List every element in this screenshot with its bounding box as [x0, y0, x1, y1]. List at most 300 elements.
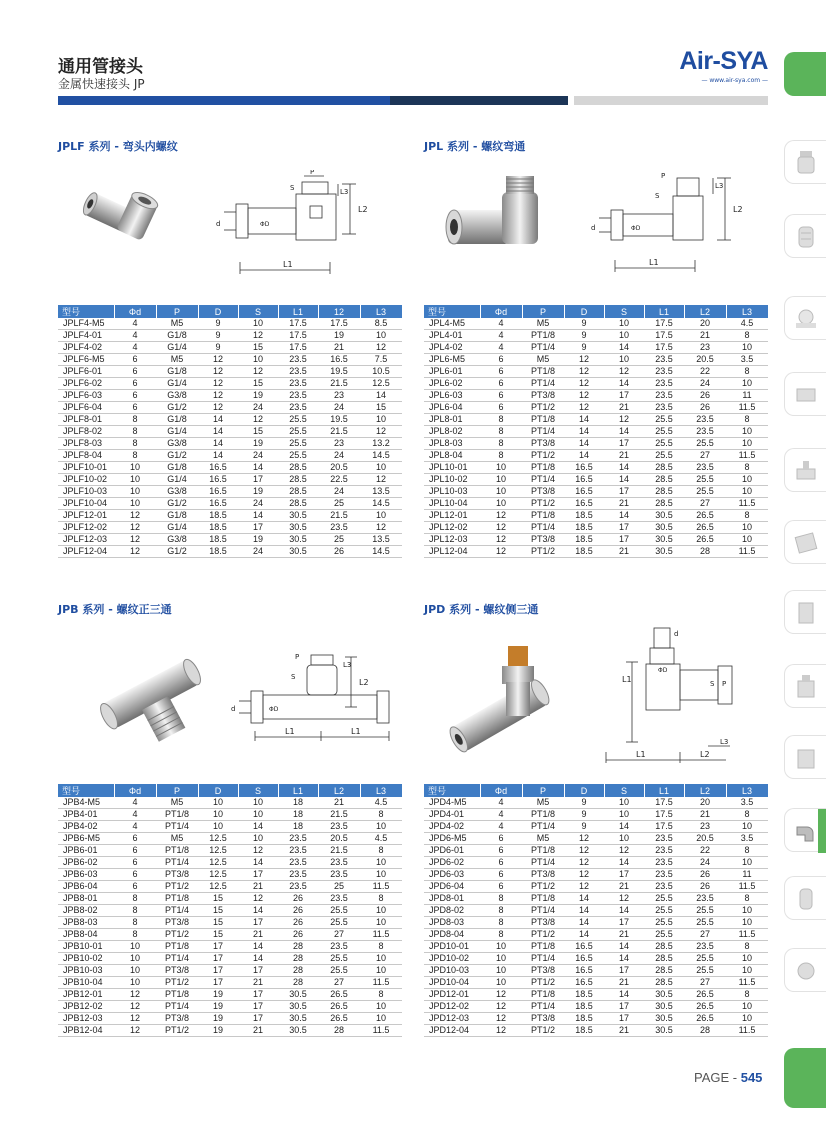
dim-s: S	[291, 673, 296, 681]
table-cell: 14	[238, 821, 278, 833]
dim-l1-b: L1	[351, 727, 361, 736]
dim-D: ΦD	[658, 667, 668, 674]
table-cell: 17	[198, 953, 238, 965]
table-cell: 17	[604, 965, 644, 977]
table-cell: 10	[114, 941, 156, 953]
table-cell: 12	[480, 534, 522, 546]
table-cell: 17.5	[278, 342, 318, 354]
table-cell: JPL6-01	[424, 366, 480, 378]
table-cell: 10	[360, 869, 402, 881]
table-cell: 12.5	[198, 833, 238, 845]
table-cell: 12	[564, 845, 604, 857]
table-cell: 6	[114, 354, 156, 366]
side-tab-gauge[interactable]	[784, 296, 826, 340]
table-header-cell: 型号	[424, 305, 480, 318]
table-cell: 14	[604, 510, 644, 522]
dim-l3: L3	[715, 182, 724, 190]
table-cell: JPLF6-03	[58, 390, 114, 402]
table-cell: 6	[480, 366, 522, 378]
table-cell: 14	[604, 989, 644, 1001]
table-cell: 24	[684, 378, 726, 390]
table-cell: 25.5	[644, 426, 684, 438]
table-cell: 25.5	[684, 486, 726, 498]
table-cell: 17	[198, 977, 238, 989]
table-cell: JPL6-02	[424, 378, 480, 390]
dim-l2: L2	[358, 205, 368, 214]
table-row	[424, 414, 768, 426]
side-tab-switch[interactable]	[784, 735, 826, 779]
table-cell: 25.5	[318, 965, 360, 977]
table-row	[424, 330, 768, 342]
table-cell: 18	[278, 809, 318, 821]
table-cell: 10	[238, 833, 278, 845]
table-cell: 4	[114, 330, 156, 342]
table-cell: 8	[360, 941, 402, 953]
table-cell: 26	[684, 869, 726, 881]
table-cell: 27	[318, 929, 360, 941]
table-header-cell: L1	[278, 305, 318, 318]
table-cell: 12	[198, 354, 238, 366]
table-cell: 23.5	[684, 462, 726, 474]
table-cell: JPB12-01	[58, 989, 114, 1001]
table-cell: 18.5	[198, 510, 238, 522]
page-title: 通用管接头	[58, 57, 143, 77]
dim-l1: L1	[285, 727, 295, 736]
table-header-cell: P	[522, 305, 564, 318]
table-cell: JPB12-02	[58, 1001, 114, 1013]
table-cell: 23.5	[278, 833, 318, 845]
table-row	[424, 546, 768, 558]
table-cell: PT3/8	[522, 869, 564, 881]
solenoid-icon	[793, 599, 819, 627]
table-cell: 26	[278, 917, 318, 929]
valve-icon	[793, 381, 819, 409]
dim-D: ΦD	[269, 706, 279, 713]
table-cell: 17.5	[318, 318, 360, 330]
table-cell: 14	[604, 821, 644, 833]
table-cell: 28.5	[278, 498, 318, 510]
dim-l2: L2	[733, 205, 743, 214]
table-row	[58, 809, 402, 821]
table-cell: 14	[604, 905, 644, 917]
table-cell: G1/8	[156, 414, 198, 426]
table-cell: 20.5	[684, 354, 726, 366]
dim-d: d	[591, 224, 596, 232]
table-row	[424, 426, 768, 438]
table-cell: 21	[604, 977, 644, 989]
table-cell: 23.5	[318, 941, 360, 953]
table-cell: 25.5	[684, 905, 726, 917]
table-cell: 18.5	[564, 989, 604, 1001]
table-cell: 10	[480, 474, 522, 486]
table-row	[424, 354, 768, 366]
table-header-cell: S	[238, 784, 278, 797]
gauge-icon	[793, 305, 819, 333]
table-cell: 14	[564, 438, 604, 450]
table-cell: 12	[480, 510, 522, 522]
table-cell: 7.5	[360, 354, 402, 366]
spec-table-jpl	[424, 305, 769, 558]
side-tab-fittings[interactable]	[784, 808, 826, 852]
table-cell: 23.5	[318, 821, 360, 833]
table-cell: PT1/4	[522, 474, 564, 486]
table-cell: JPB8-04	[58, 929, 114, 941]
table-cell: 8	[480, 893, 522, 905]
table-cell: 19	[318, 330, 360, 342]
table-cell: 14	[238, 953, 278, 965]
table-cell: 17	[238, 474, 278, 486]
table-cell: 12.5	[198, 845, 238, 857]
table-cell: 28.5	[644, 953, 684, 965]
table-cell: JPLF6-01	[58, 366, 114, 378]
table-cell: 10	[480, 462, 522, 474]
table-cell: 19	[198, 1013, 238, 1025]
table-cell: 8	[114, 893, 156, 905]
table-header-cell: S	[604, 305, 644, 318]
table-cell: 12	[198, 390, 238, 402]
table-header-cell: P	[156, 784, 198, 797]
table-cell: 8	[114, 438, 156, 450]
table-cell: 24	[238, 402, 278, 414]
table-cell: 4	[114, 809, 156, 821]
table-cell: JPD12-03	[424, 1013, 480, 1025]
table-cell: PT1/4	[156, 953, 198, 965]
table-cell: 17.5	[644, 330, 684, 342]
table-cell: 19	[238, 486, 278, 498]
table-cell: 14	[604, 462, 644, 474]
table-cell: 21	[684, 330, 726, 342]
table-cell: 18.5	[564, 1001, 604, 1013]
table-cell: 10	[198, 821, 238, 833]
table-row	[58, 821, 402, 833]
table-cell: 12	[198, 366, 238, 378]
table-row	[424, 534, 768, 546]
table-cell: M5	[156, 797, 198, 809]
table-cell: PT1/8	[522, 941, 564, 953]
table-cell: 28.5	[644, 977, 684, 989]
table-cell: PT1/4	[522, 857, 564, 869]
table-cell: 23.5	[644, 402, 684, 414]
silencer-icon	[793, 885, 819, 913]
table-cell: 10	[480, 941, 522, 953]
table-cell: 30.5	[644, 1025, 684, 1037]
side-tab-accessory[interactable]	[784, 948, 826, 992]
table-row	[424, 438, 768, 450]
table-cell: 11.5	[726, 498, 768, 510]
table-cell: JPL8-03	[424, 438, 480, 450]
table-cell: 16.5	[198, 498, 238, 510]
table-cell: 23.5	[684, 414, 726, 426]
table-cell: PT1/8	[522, 893, 564, 905]
side-tab-manifold[interactable]	[784, 664, 826, 708]
table-cell: JPL12-01	[424, 510, 480, 522]
side-tab-regulator[interactable]	[784, 214, 826, 258]
table-cell: G1/2	[156, 546, 198, 558]
table-cell: 14.5	[360, 498, 402, 510]
table-cell: 8	[360, 989, 402, 1001]
table-row	[58, 354, 402, 366]
table-cell: 25.5	[318, 905, 360, 917]
table-cell: 14	[198, 450, 238, 462]
table-cell: 26	[684, 402, 726, 414]
table-cell: 11.5	[726, 402, 768, 414]
table-cell: M5	[522, 354, 564, 366]
table-cell: 10	[480, 965, 522, 977]
table-row	[58, 546, 402, 558]
table-cell: 17	[238, 989, 278, 1001]
table-cell: 10	[726, 905, 768, 917]
table-cell: 23.5	[644, 833, 684, 845]
table-cell: 8	[726, 330, 768, 342]
table-cell: 11.5	[726, 1025, 768, 1037]
table-cell: G3/8	[156, 390, 198, 402]
table-row	[424, 845, 768, 857]
table-cell: 18.5	[564, 510, 604, 522]
side-tab-top[interactable]	[784, 52, 826, 96]
table-cell: 26	[684, 881, 726, 893]
table-cell: 10	[726, 522, 768, 534]
table-cell: 8	[480, 917, 522, 929]
table-cell: 14	[604, 426, 644, 438]
table-cell: 30.5	[644, 534, 684, 546]
table-cell: 10	[360, 462, 402, 474]
table-cell: 4	[480, 797, 522, 809]
table-cell: 11.5	[726, 929, 768, 941]
dim-l2: L2	[359, 678, 369, 687]
table-row	[424, 821, 768, 833]
table-cell: 4	[114, 342, 156, 354]
table-row	[58, 929, 402, 941]
table-header-cell: L1	[644, 305, 684, 318]
dim-l1-b: L1	[636, 750, 646, 759]
table-cell: JPB6-01	[58, 845, 114, 857]
table-cell: M5	[156, 833, 198, 845]
table-cell: 14	[238, 941, 278, 953]
table-cell: JPLF8-04	[58, 450, 114, 462]
table-cell: 11.5	[360, 977, 402, 989]
table-cell: 3.5	[726, 354, 768, 366]
table-cell: 26	[318, 546, 360, 558]
table-cell: 12.5	[198, 869, 238, 881]
table-cell: JPLF10-01	[58, 462, 114, 474]
table-cell: JPB6-02	[58, 857, 114, 869]
table-cell: 13.2	[360, 438, 402, 450]
table-cell: 26.5	[684, 1001, 726, 1013]
table-cell: JPB10-02	[58, 953, 114, 965]
table-row	[58, 450, 402, 462]
table-cell: 17	[604, 917, 644, 929]
table-cell: 19.5	[318, 366, 360, 378]
side-tab-filter[interactable]	[784, 140, 826, 184]
table-cell: 9	[198, 342, 238, 354]
table-cell: 9	[564, 821, 604, 833]
table-cell: 10	[198, 809, 238, 821]
table-cell: 11.5	[360, 881, 402, 893]
table-cell: M5	[522, 318, 564, 330]
table-cell: 4.5	[360, 797, 402, 809]
table-cell: JPLF6-M5	[58, 354, 114, 366]
table-cell: 28	[278, 941, 318, 953]
table-cell: 12	[114, 534, 156, 546]
table-cell: PT1/4	[522, 342, 564, 354]
table-cell: 19	[198, 989, 238, 1001]
table-cell: 16.5	[198, 486, 238, 498]
table-cell: 10	[480, 953, 522, 965]
table-cell: PT1/8	[522, 462, 564, 474]
table-row	[424, 965, 768, 977]
table-cell: 28.5	[278, 474, 318, 486]
table-cell: 25.5	[318, 917, 360, 929]
dim-s: S	[290, 184, 295, 192]
table-cell: PT1/8	[522, 845, 564, 857]
table-cell: G1/2	[156, 498, 198, 510]
table-cell: 23.5	[278, 354, 318, 366]
table-cell: 18.5	[198, 522, 238, 534]
table-row	[424, 378, 768, 390]
table-row	[424, 881, 768, 893]
regulator-icon	[793, 223, 819, 251]
table-cell: JPL4-02	[424, 342, 480, 354]
table-cell: 10	[726, 378, 768, 390]
table-cell: 27	[684, 450, 726, 462]
side-tab-cylinder[interactable]	[784, 448, 826, 492]
table-row	[58, 977, 402, 989]
table-row	[58, 881, 402, 893]
table-cell: 6	[480, 833, 522, 845]
table-cell: 12	[114, 989, 156, 1001]
section-title-jpb: JPB 系列 - 螺纹正三通	[58, 603, 172, 616]
table-row	[424, 486, 768, 498]
table-cell: 13.5	[360, 534, 402, 546]
table-cell: 25.5	[318, 953, 360, 965]
table-cell: 12	[238, 330, 278, 342]
table-cell: JPL4-01	[424, 330, 480, 342]
table-cell: PT1/4	[156, 1001, 198, 1013]
table-cell: JPL10-03	[424, 486, 480, 498]
table-cell: G3/8	[156, 486, 198, 498]
table-cell: 14	[604, 941, 644, 953]
table-cell: 20.5	[318, 462, 360, 474]
jpb-dimension-drawing	[225, 645, 395, 745]
table-cell: 6	[480, 354, 522, 366]
side-tab-valve[interactable]	[784, 372, 826, 416]
table-cell: 14	[238, 462, 278, 474]
table-cell: 12	[604, 893, 644, 905]
table-cell: 22	[684, 845, 726, 857]
table-cell: JPL6-03	[424, 390, 480, 402]
table-cell: 10	[726, 534, 768, 546]
table-cell: 4	[480, 330, 522, 342]
table-cell: 12	[114, 522, 156, 534]
table-cell: 14	[604, 342, 644, 354]
table-cell: 28.5	[278, 462, 318, 474]
side-tab-bottom[interactable]	[784, 1048, 826, 1108]
table-cell: 10	[360, 1013, 402, 1025]
table-cell: JPD6-03	[424, 869, 480, 881]
table-cell: 28	[684, 546, 726, 558]
table-cell: 23	[318, 390, 360, 402]
table-cell: M5	[156, 318, 198, 330]
table-cell: JPD8-04	[424, 929, 480, 941]
table-cell: 12	[604, 414, 644, 426]
side-tab-solenoid[interactable]	[784, 590, 826, 634]
table-cell: JPL8-04	[424, 450, 480, 462]
table-row	[424, 462, 768, 474]
table-cell: 10	[726, 965, 768, 977]
table-cell: G1/4	[156, 522, 198, 534]
table-cell: JPD10-02	[424, 953, 480, 965]
table-cell: 12	[238, 893, 278, 905]
table-cell: 11.5	[726, 977, 768, 989]
side-tab-silencer[interactable]	[784, 876, 826, 920]
table-cell: 6	[480, 857, 522, 869]
table-cell: 17	[238, 917, 278, 929]
table-row	[58, 522, 402, 534]
table-cell: 10	[198, 797, 238, 809]
table-cell: PT3/8	[156, 1013, 198, 1025]
table-cell: JPB10-04	[58, 977, 114, 989]
table-cell: 10	[604, 809, 644, 821]
table-cell: JPB4-M5	[58, 797, 114, 809]
table-cell: 23.5	[318, 869, 360, 881]
table-cell: 30.5	[278, 510, 318, 522]
table-cell: 21	[604, 498, 644, 510]
table-cell: 21	[238, 881, 278, 893]
table-cell: JPB8-02	[58, 905, 114, 917]
fitting-icon	[793, 817, 819, 845]
table-cell: 14	[604, 474, 644, 486]
table-cell: 8	[726, 989, 768, 1001]
logo-text: Air-SYA	[679, 47, 768, 75]
table-cell: 10	[360, 917, 402, 929]
table-cell: 10	[360, 965, 402, 977]
accessory-icon	[793, 957, 819, 985]
table-cell: 16.5	[564, 965, 604, 977]
table-cell: 12.5	[360, 378, 402, 390]
table-cell: JPL10-04	[424, 498, 480, 510]
table-cell: 10	[604, 354, 644, 366]
table-cell: 18.5	[564, 1013, 604, 1025]
table-cell: 30.5	[278, 546, 318, 558]
side-tab-actuator[interactable]	[784, 520, 826, 564]
table-cell: 21	[604, 402, 644, 414]
table-cell: 30.5	[278, 1025, 318, 1037]
table-cell: 12	[564, 869, 604, 881]
table-cell: 10	[114, 474, 156, 486]
table-cell: 30.5	[278, 522, 318, 534]
table-cell: PT3/8	[522, 965, 564, 977]
table-cell: 10	[114, 462, 156, 474]
page-number-value: 545	[740, 1070, 763, 1085]
table-cell: 8	[480, 426, 522, 438]
table-cell: 30.5	[278, 534, 318, 546]
table-cell: 18.5	[198, 546, 238, 558]
table-cell: 8	[726, 941, 768, 953]
table-cell: JPLF8-01	[58, 414, 114, 426]
table-cell: 8.5	[360, 318, 402, 330]
table-cell: 23.5	[684, 941, 726, 953]
dim-l1: L1	[283, 260, 293, 269]
jplf-product-photo	[76, 180, 166, 252]
table-cell: 25.5	[644, 414, 684, 426]
table-row	[424, 941, 768, 953]
table-cell: PT1/2	[156, 929, 198, 941]
table-cell: 21.5	[318, 510, 360, 522]
table-cell: 17	[604, 390, 644, 402]
table-row	[58, 318, 402, 330]
table-cell: JPD10-03	[424, 965, 480, 977]
table-cell: 23	[318, 438, 360, 450]
